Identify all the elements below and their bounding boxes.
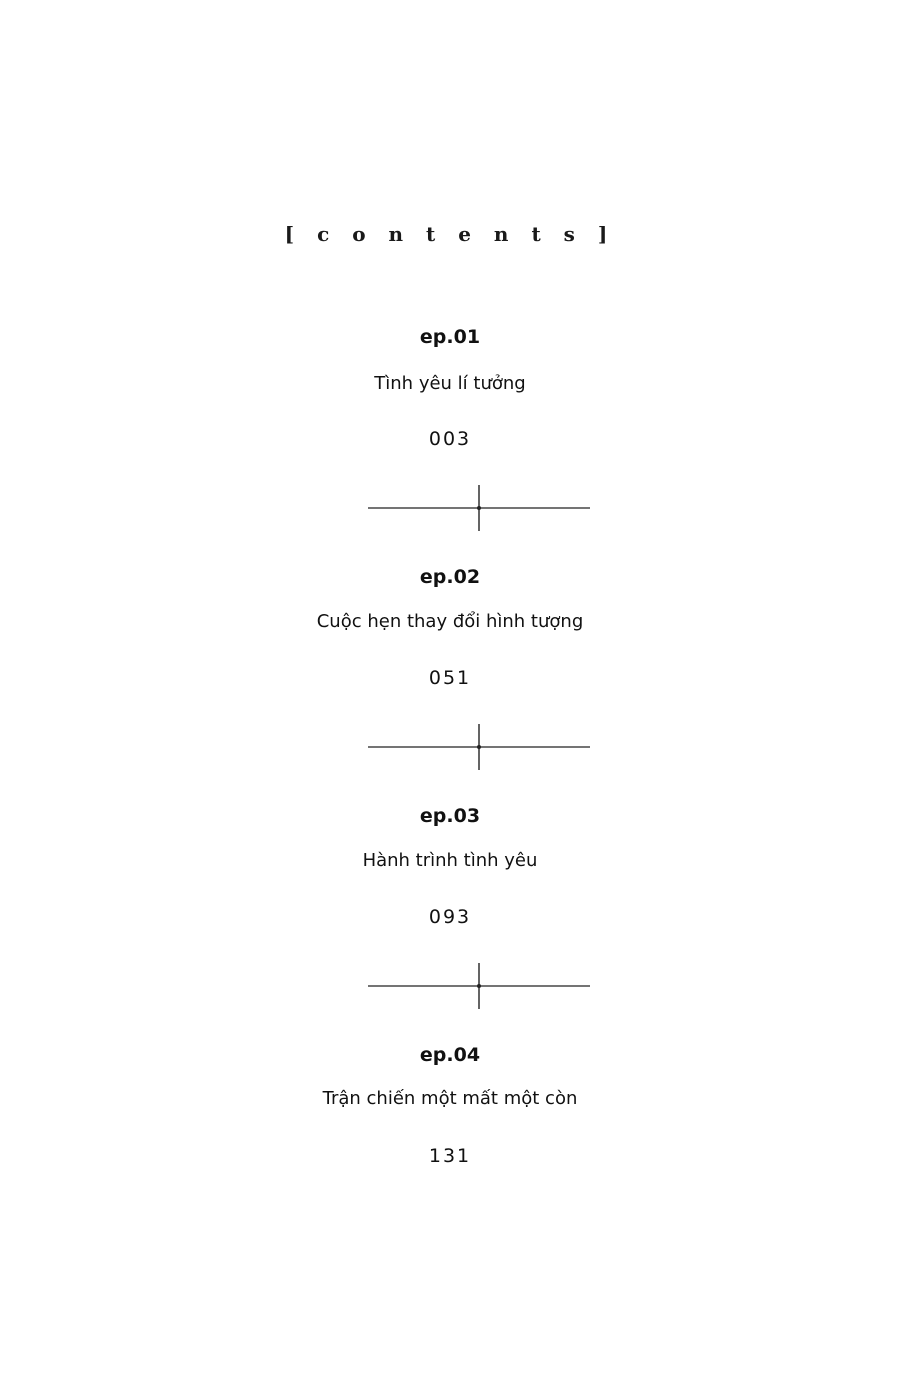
episode-title-3: Hành trình tình yêu bbox=[362, 850, 538, 871]
episode-page-4: 131 bbox=[428, 1145, 472, 1167]
episode-title-2: Cuộc hẹn thay đổi hình tượng bbox=[316, 611, 584, 632]
episode-page-3: 093 bbox=[428, 906, 472, 928]
episode-label-1: ep.01 bbox=[419, 326, 481, 348]
cross-divider-icon bbox=[366, 962, 592, 1010]
episode-title-1: Tình yêu lí tưởng bbox=[374, 373, 526, 394]
episode-label-4: ep.04 bbox=[419, 1044, 481, 1066]
episode-label-2: ep.02 bbox=[419, 566, 481, 588]
episode-page-2: 051 bbox=[428, 667, 472, 689]
contents-heading: [ c o n t e n t s ] bbox=[284, 222, 616, 246]
episode-page-1: 003 bbox=[428, 428, 472, 450]
episode-label-3: ep.03 bbox=[419, 805, 481, 827]
episode-title-4: Trận chiến một mất một còn bbox=[322, 1088, 578, 1109]
cross-divider-icon bbox=[366, 723, 592, 771]
cross-divider-icon bbox=[366, 484, 592, 532]
